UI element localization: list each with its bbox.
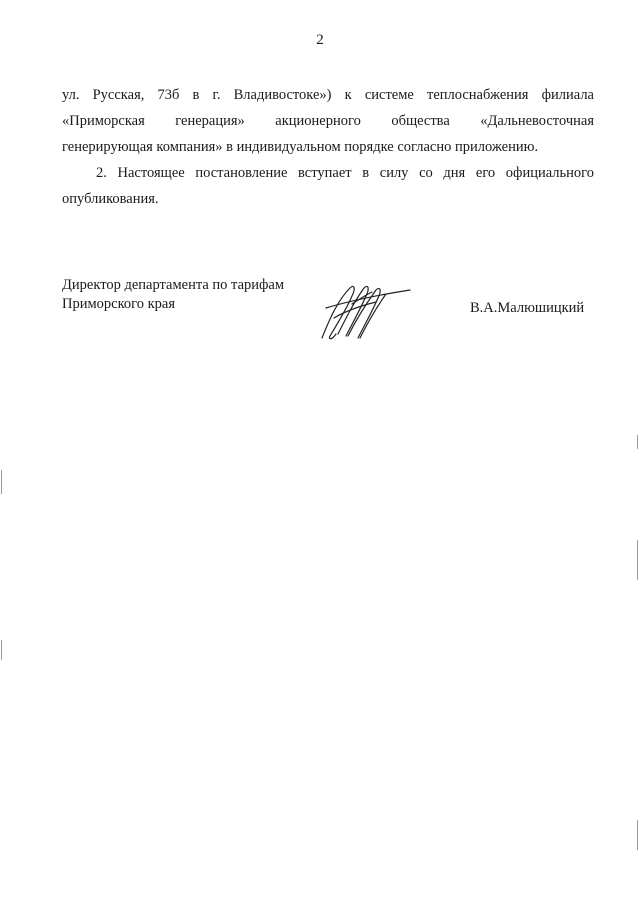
paragraph-1-line-2: «Приморская генерация» акционерного общества «Дальневосточная bbox=[62, 113, 594, 129]
scan-edge-mark-right-3 bbox=[637, 820, 638, 850]
signer-position-line-1: Директор департамента по тарифам bbox=[62, 277, 285, 293]
signer-name: В.А.Малюшицкий bbox=[470, 300, 585, 316]
signature-block bbox=[62, 276, 592, 356]
page-number: 2 bbox=[316, 32, 324, 48]
scan-edge-mark-right-2 bbox=[637, 540, 638, 580]
paragraph-2 bbox=[62, 160, 594, 212]
handwritten-signature bbox=[316, 278, 412, 344]
scan-edge-mark-right bbox=[637, 435, 638, 449]
signer-position-line-2: Приморского края bbox=[62, 296, 176, 312]
scan-edge-mark-left-2 bbox=[1, 640, 2, 660]
paragraph-2-line-2: опубликования. bbox=[62, 191, 159, 207]
paragraph-1-line-3: генерирующая компания» в индивидуальном порядке согласно приложению. bbox=[62, 139, 539, 155]
scan-edge-mark-left bbox=[1, 470, 2, 494]
paragraph-2-line-1: 2. Настоящее постановление вступает в силу со дня его официального bbox=[96, 165, 594, 181]
signer-position bbox=[62, 276, 284, 314]
paragraph-1 bbox=[62, 82, 594, 160]
paragraph-1-line-1: ул. Русская, 73б в г. Владивостоке») к системе теплоснабжения филиала bbox=[62, 87, 594, 103]
